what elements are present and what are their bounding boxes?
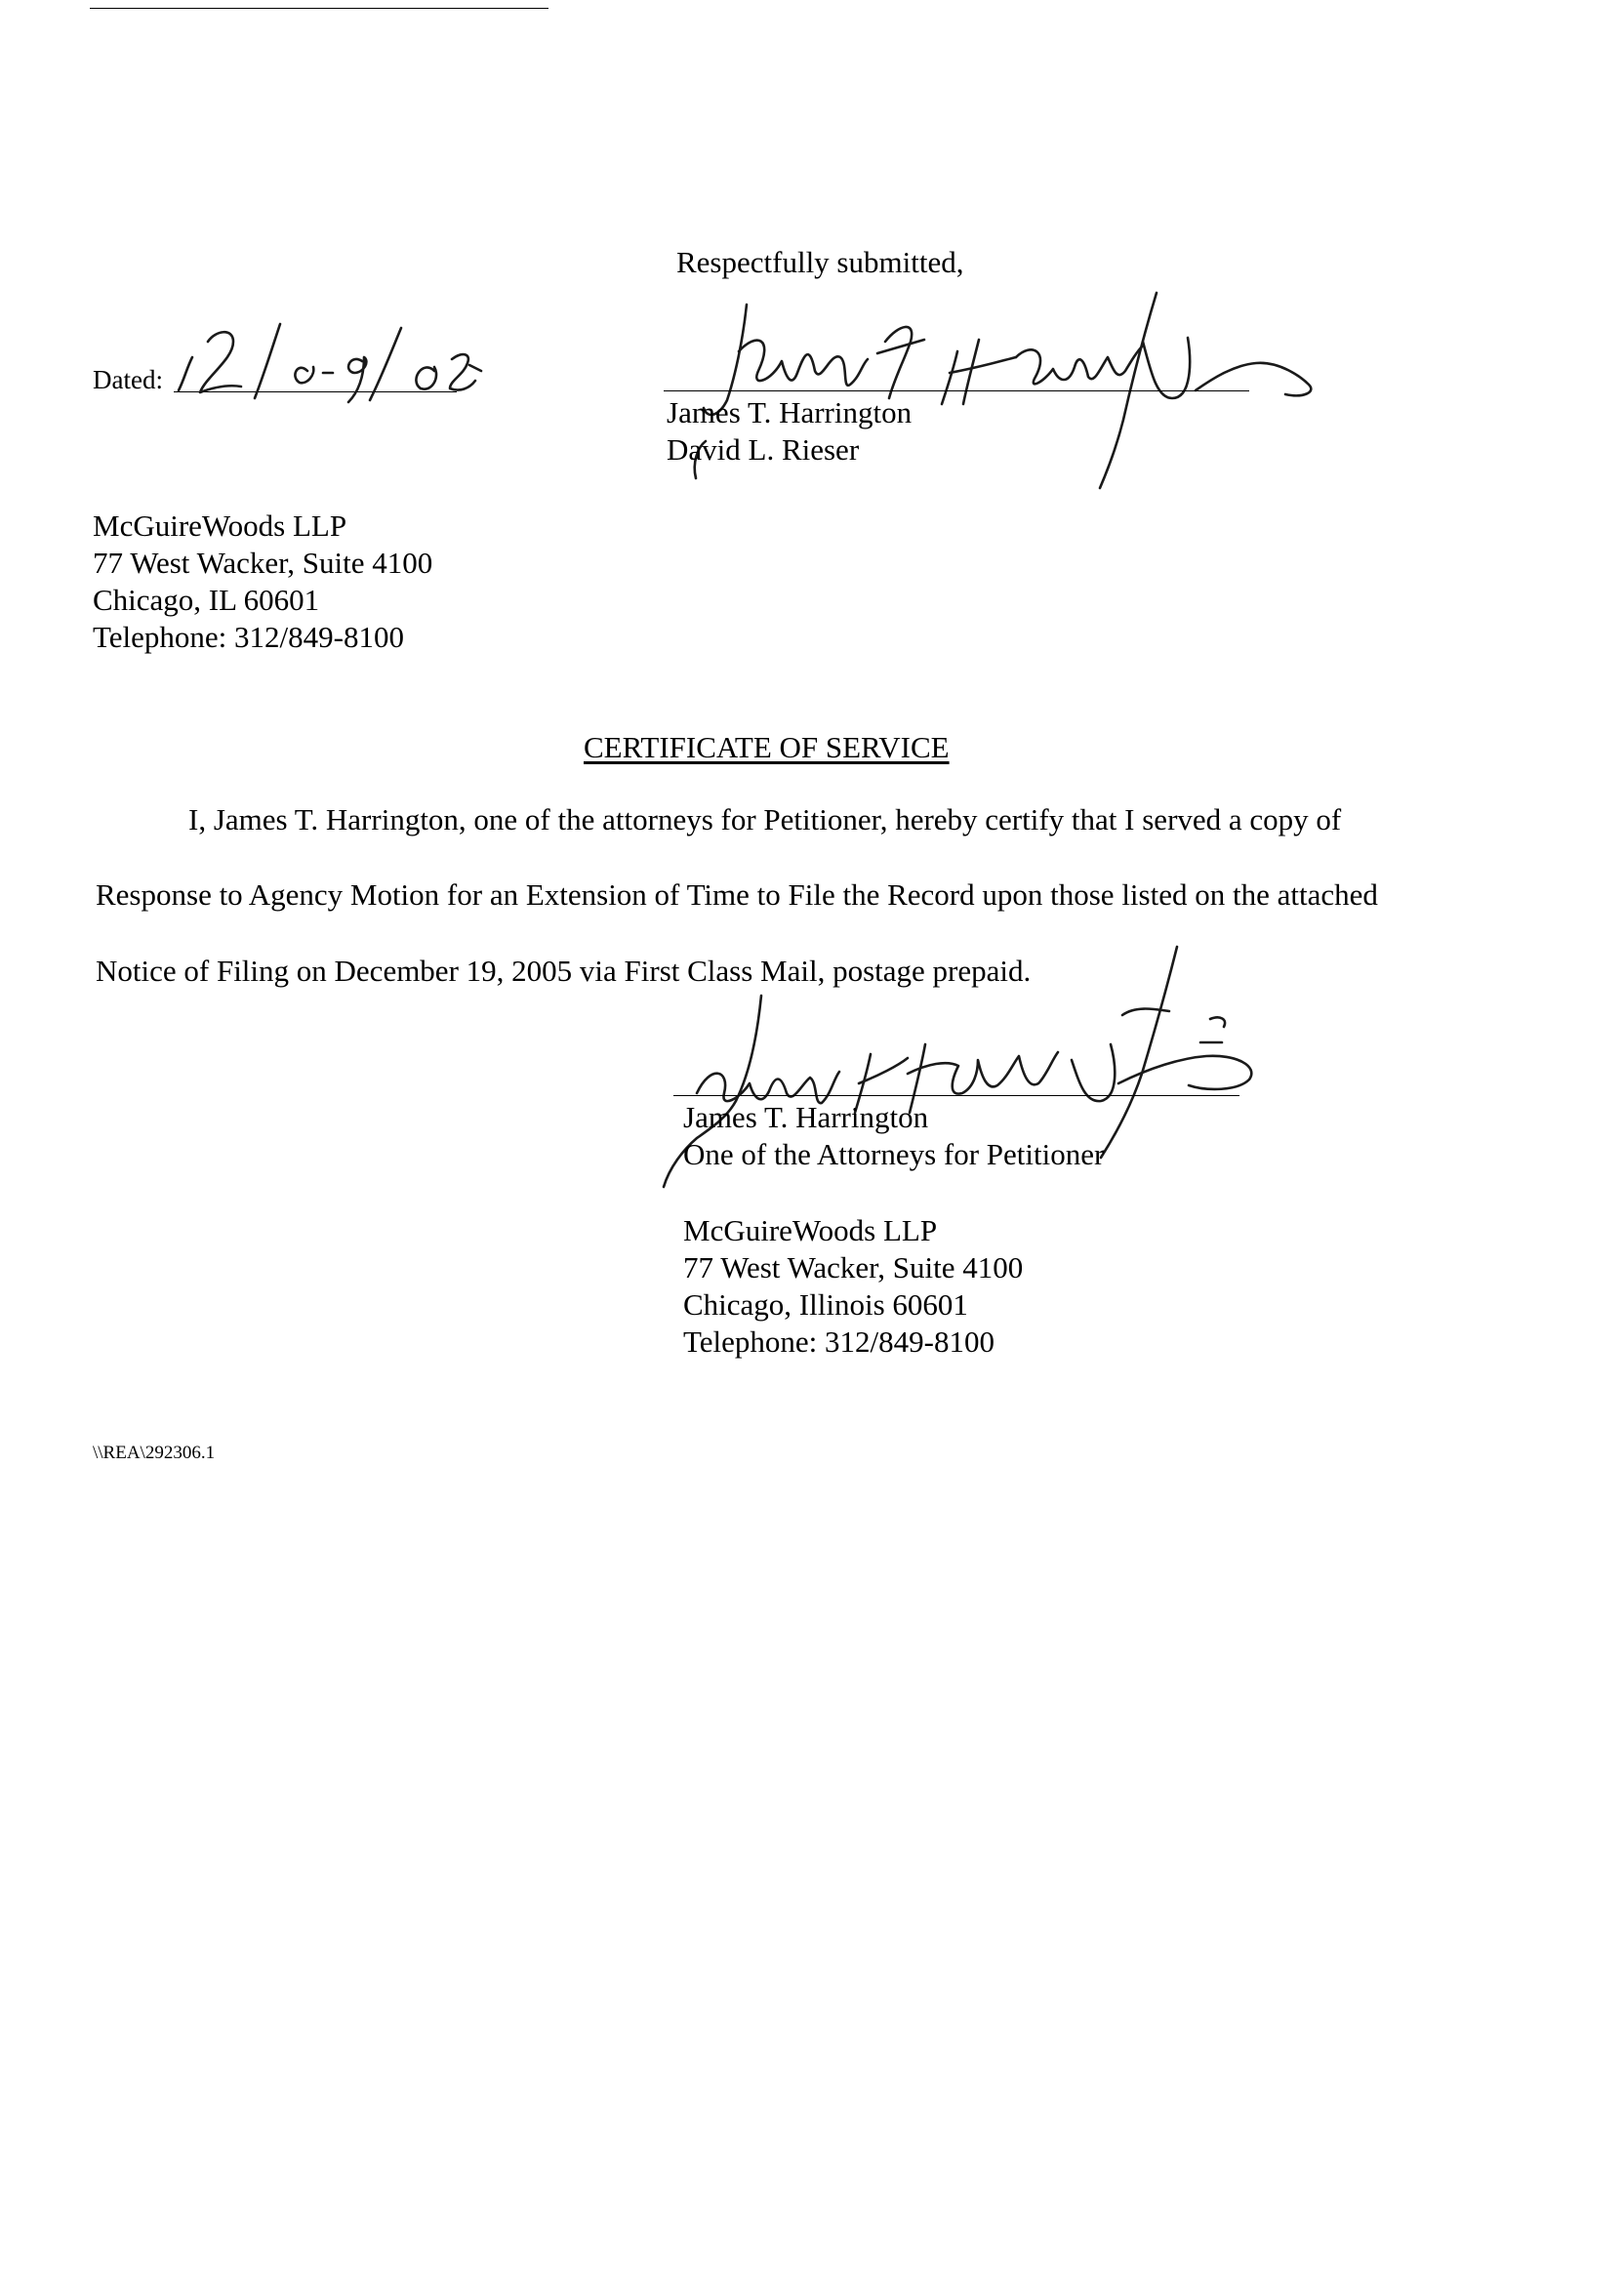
signer-list	[667, 394, 912, 469]
certificate-heading: CERTIFICATE OF SERVICE	[584, 730, 950, 764]
firm-address-right	[683, 1212, 1023, 1361]
dated-label: Dated:	[93, 365, 163, 394]
firm-name-right: McGuireWoods LLP	[683, 1213, 938, 1247]
certificate-signer	[683, 1099, 1104, 1173]
top-rule	[90, 8, 548, 9]
firm-telephone-right: Telephone: 312/849-8100	[683, 1324, 995, 1359]
firm-city: Chicago, IL 60601	[93, 583, 320, 617]
certificate-body-line-3: Notice of Filing on December 19, 2005 via First Class Mail, postage prepaid.	[96, 954, 1032, 988]
certificate-body-line-1: I, James T. Harrington, one of the attorneys for Petitioner, hereby certify that I served a copy of	[188, 802, 1342, 836]
document-id: \\REA\292306.1	[93, 1443, 216, 1463]
handwritten-date	[171, 303, 493, 410]
signature-line-2	[673, 1095, 1239, 1096]
certificate-body-line-2: Response to Agency Motion for an Extension of Time to File the Record upon those listed on the attached	[96, 877, 1378, 912]
firm-name: McGuireWoods LLP	[93, 509, 347, 543]
firm-address-left	[93, 508, 432, 656]
closing-text: Respectfully submitted,	[676, 245, 964, 279]
signature-line-1	[664, 390, 1249, 391]
certificate-signer-title: One of the Attorneys for Petitioner	[683, 1137, 1105, 1171]
certificate-signer-name: James T. Harrington	[683, 1100, 929, 1134]
signer-name-2: David L. Rieser	[667, 432, 860, 467]
firm-street-right: 77 West Wacker, Suite 4100	[683, 1250, 1024, 1284]
firm-street: 77 West Wacker, Suite 4100	[93, 546, 433, 580]
firm-city-right: Chicago, Illinois 60601	[683, 1287, 968, 1322]
firm-telephone: Telephone: 312/849-8100	[93, 620, 404, 654]
signer-name-1: James T. Harrington	[667, 395, 913, 429]
